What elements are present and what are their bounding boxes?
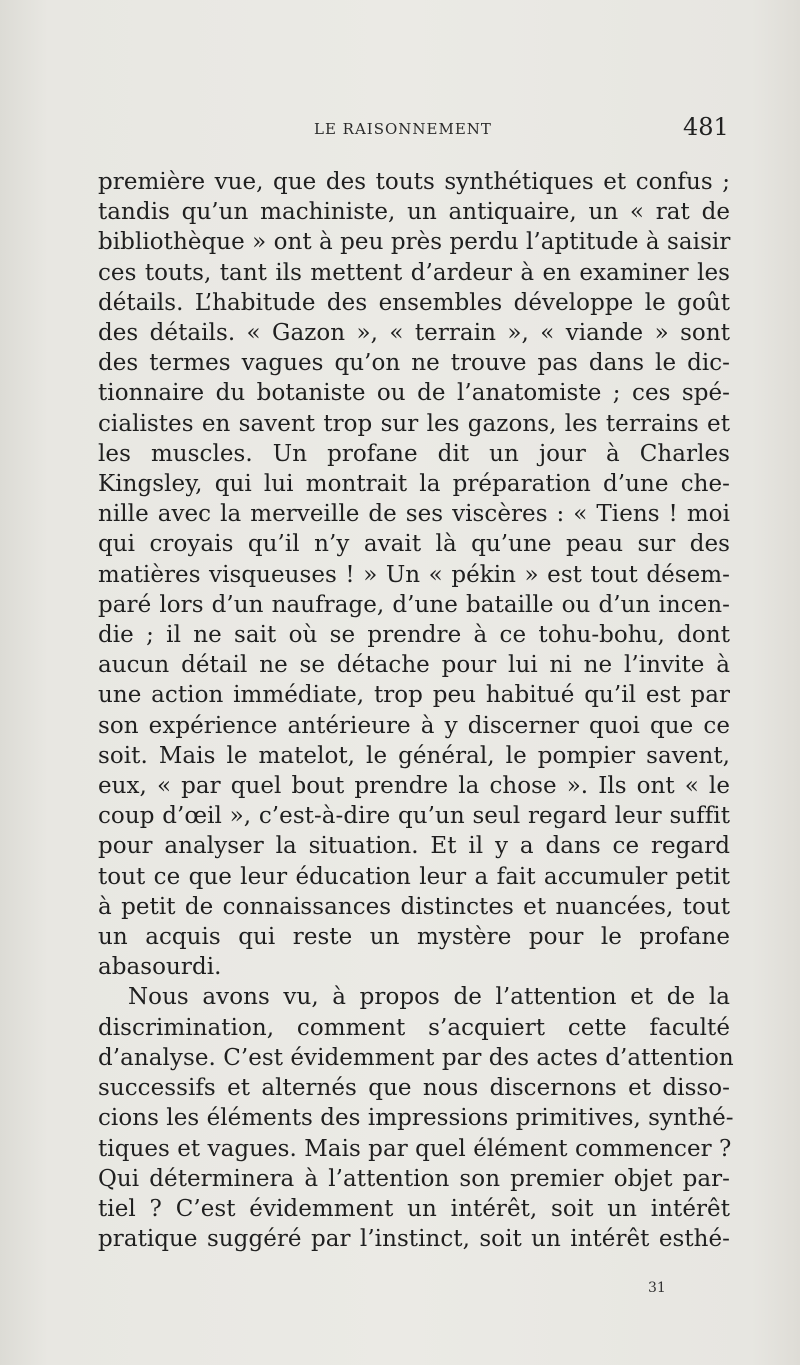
text-line: die ; il ne sait où se prendre à ce tohu-bohu, dont <box>98 622 730 649</box>
text-line: son expérience antérieure à y discerner quoi que ce <box>98 712 730 739</box>
text-line: bibliothèque » ont à peu près perdu l’aptitude à saisir <box>98 229 731 256</box>
text-line: aucun détail ne se détache pour lui ni ne l’invite à <box>98 652 730 679</box>
running-title: LE RAISONNEMENT <box>314 120 492 138</box>
text-line: Nous avons vu, à propos de l’attention et de la <box>128 984 730 1011</box>
text-line: cialistes en savent trop sur les gazons, les terrains et <box>98 410 730 437</box>
text-line: ces touts, tant ils mettent d’ardeur à en examiner les <box>98 259 730 286</box>
page-number: 481 <box>683 113 729 141</box>
text-line: d’analyse. C’est évidemment par des actes d’attention <box>98 1044 734 1071</box>
text-line: coup d’œil », c’est-à-dire qu’un seul regard leur suffit <box>98 803 730 830</box>
text-line: tiel ? C’est évidemment un intérêt, soit un intérêt <box>98 1195 730 1222</box>
text-line: discrimination, comment s’acquiert cette faculté <box>98 1014 730 1041</box>
text-line: cions les éléments des impressions primitives, synthé- <box>98 1105 734 1132</box>
text-line: tout ce que leur éducation leur a fait accumuler petit <box>98 863 730 890</box>
text-line: abasourdi. <box>98 954 222 981</box>
text-line: les muscles. Un profane dit un jour à Charles <box>98 440 730 467</box>
text-line: successifs et alternés que nous discernons et disso- <box>98 1075 730 1102</box>
running-header <box>0 113 800 143</box>
signature-mark: 31 <box>648 1280 666 1296</box>
text-line: nille avec la merveille de ses viscères : « Tiens ! moi <box>98 501 730 528</box>
body-text <box>98 167 734 1254</box>
text-line: première vue, que des touts synthétiques et confus ; <box>98 169 730 195</box>
text-line: Qui déterminera à l’attention son premier objet par- <box>98 1165 730 1192</box>
text-line: tionnaire du botaniste ou de l’anatomiste ; ces spé- <box>98 380 730 407</box>
text-line: détails. L’habitude des ensembles développe le goût <box>98 289 730 316</box>
text-line: paré lors d’un naufrage, d’une bataille ou d’un incen- <box>98 591 730 618</box>
text-line: des termes vagues qu’on ne trouve pas dans le dic- <box>98 350 730 377</box>
text-line: des détails. « Gazon », « terrain », « viande » sont <box>98 320 730 347</box>
text-line: pratique suggéré par l’instinct, soit un intérêt esthé- <box>98 1226 730 1253</box>
text-line: soit. Mais le matelot, le général, le pompier savent, <box>98 742 730 769</box>
text-line: eux, « par quel bout prendre la chose ». Ils ont « le <box>98 773 730 800</box>
text-line: qui croyais qu’il n’y avait là qu’une peau sur des <box>98 531 730 558</box>
text-line: pour analyser la situation. Et il y a dans ce regard <box>98 833 730 860</box>
text-line: une action immédiate, trop peu habitué qu’il est par <box>98 682 730 709</box>
text-line: à petit de connaissances distinctes et nuancées, tout <box>98 893 730 920</box>
text-line: un acquis qui reste un mystère pour le profane <box>98 924 730 951</box>
text-line: tiques et vagues. Mais par quel élément commencer ? <box>98 1135 732 1162</box>
text-line: tandis qu’un machiniste, un antiquaire, un « rat de <box>98 199 730 226</box>
text-line: Kingsley, qui lui montrait la préparation d’une che- <box>98 471 730 498</box>
text-line: matières visqueuses ! » Un « pékin » est tout désem- <box>98 561 730 588</box>
